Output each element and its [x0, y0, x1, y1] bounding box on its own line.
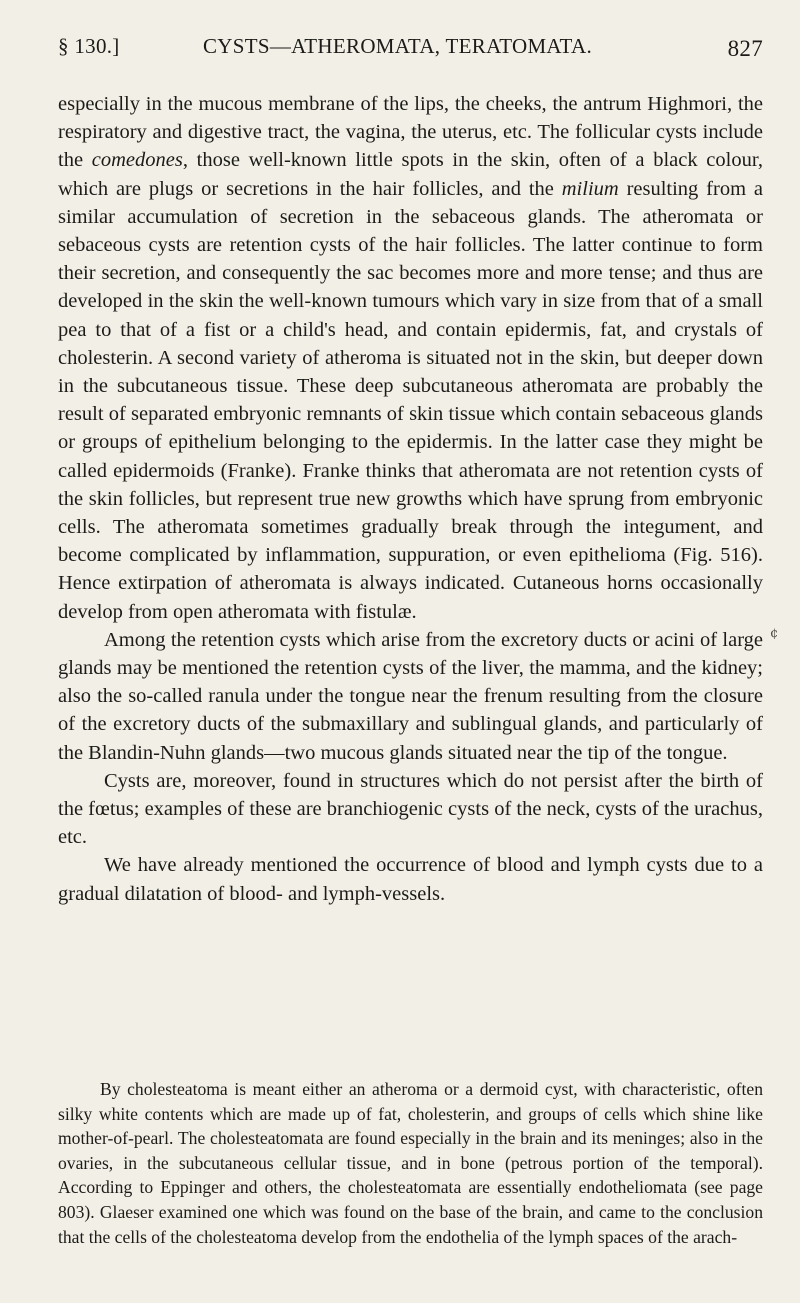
running-head: [58, 34, 763, 68]
paragraph-foetal-cysts: Cysts are, moreover, found in structures which do not persist after the birth of the fœtus; examples of these are branchiogenic cysts of the neck, cysts of the urachus, etc.: [58, 769, 763, 849]
chapter-title: CYSTS—ATHEROMATA, TERATOMATA.: [203, 34, 593, 58]
paragraph-cholesteatoma: By cholesteatoma is meant either an atheroma or a dermoid cyst, with characteristic, often silky white contents which are made up of fat, cholesterin, and groups of cells which shine like mother-of-pearl. The cholesteatomata are found especially in the brain and its meninges; also in the ovaries, in the subcutaneous cellular tissue, and in bone (petrous portion of the temporal). According to Eppinger and others, the cholesteatomata are essentially endotheliomata (see page 803). Glaeser examined one which was found on the base of the brain, and came to the conclusion that the cells of the cholesteatoma develop from the endothelia of the lymph spaces of the arach-: [58, 1079, 763, 1247]
section-number: § 130.]: [58, 34, 120, 58]
paragraph-blood-lymph-cysts: We have already mentioned the occurrence of blood and lymph cysts due to a gradual dilatation of blood- and lymph-vessels.: [58, 854, 763, 905]
small-print-note: [58, 1077, 763, 1249]
paragraph-atheromata: [58, 90, 763, 626]
margin-mark: ¢: [770, 626, 779, 641]
text-run: resulting from a similar accumulation of secretion in the sebaceous glands. The atheromata or sebaceous cysts are retention cysts of the hair follicles. The latter continue to form their secretion, and consequently the sac becomes more and more tense; and thus are developed in the skin the well-known tumours which vary in size from that of a small pea to that of a fist or a child's head, and contain epidermis, fat, and crystals of cholesterin. A second variety of atheroma is situated not in the skin, but deeper down in the subcutaneous tissue. These deep subcutaneous atheromata are probably the result of separated embryonic remnants of skin tissue which contain sebaceous glands or groups of epithelium belonging to the epidermis. In the latter case they might be called epidermoids (Franke). Franke thinks that atheromata are not retention cysts of the skin follicles, but represent true new growths which have sprung from embryonic cells. The atheromata sometimes gradually break through the integument, and become complicated by inflammation, suppuration, or even epithelioma (Fig. 516). Hence extirpation of atheromata is always indicated. Cutaneous horns occasionally develop from open atheromata with fistulæ.: [58, 177, 763, 623]
page-number: 827: [727, 36, 763, 61]
paragraph-retention-cysts: Among the retention cysts which arise from the excretory ducts or acini of large glands may be mentioned the retention cysts of the liver, the mamma, and the kidney; also the so-called ranula under the tongue near the frenum resulting from the closure of the excretory ducts of the submaxillary and sublingual glands, and particularly of the Blandin-Nuhn glands—two mucous glands situated near the tip of the tongue.: [58, 628, 763, 764]
main-text: [58, 90, 763, 908]
italic-term-milium: milium: [561, 177, 619, 200]
text-run: especially in the mucous membrane of the lips, the cheeks, the antrum Highmori, the respiratory and digestive tract, the vagina, the uterus, etc. The follicular cysts include the: [58, 93, 763, 172]
text-run: , those well-known little spots in the skin, often of a black colour, which are plugs or secretions in the hair follicles, and the: [58, 149, 763, 200]
italic-term-comedones: comedones: [91, 149, 183, 172]
